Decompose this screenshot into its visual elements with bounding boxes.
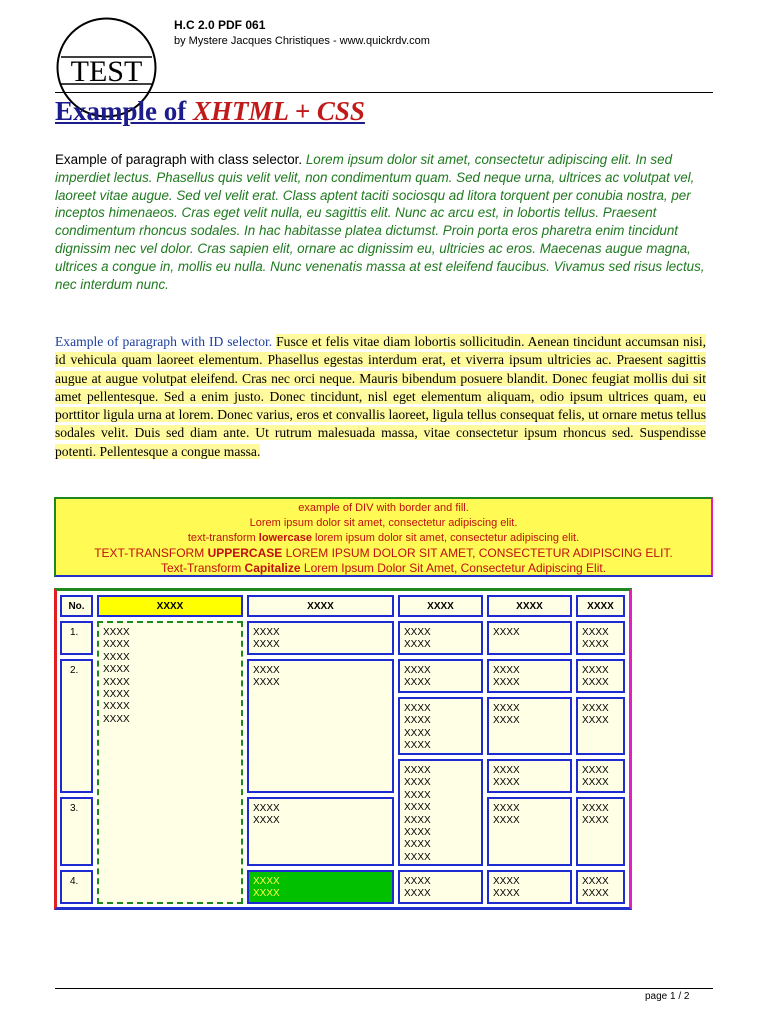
table-cell: XXXX XXXX [576, 621, 625, 655]
table-cell: XXXX XXXX XXXX XXXX [398, 697, 483, 755]
fill-div-line-3-pre: text-transform [187, 532, 259, 544]
table-cell: XXXX XXXX [487, 697, 572, 755]
fill-div-line-3-post: lorem ipsum dolor sit amet, consectetur adipiscing elit. [311, 532, 580, 544]
test-logo-text: TEST [70, 55, 143, 88]
class-paragraph-body: Lorem ipsum dolor sit amet, consectetur adipiscing elit. In sed imperdiet lectus. Phasellus quis velit velit, non condimentum quam. Sed neque urna, ultrices ac volutpat vel, laoreet vitae augue. Sed vel velit erat. Class aptent taciti sociosqu ad litora torquent per conubia nostra, per inceptos himenaeos. Cras eget velit nulla, eu sagittis elit. Nunc ac arcu est, in lobortis tellus. Praesent condimentum rhoncus sodales. In hac habitasse platea dictumst. Proin porta eros pharetra enim tincidunt dignissim nec vel dolor. Cras sapien elit, ornare ac dignissim eu, ultricies ac eros. Maecenas augue magna, ultrices a congue in, mollis eu nulla. Nunc venenatis massa at est eleifend faucibus. Vivamus sed risus lectus, nec interdum nunc. [55, 152, 705, 292]
page-title-prefix: Example of [55, 96, 193, 126]
row-number-1: 1. [60, 621, 93, 655]
row-number-2: 2. [60, 659, 93, 793]
table-cell: XXXX [487, 621, 572, 655]
class-paragraph-lead: Example of paragraph with class selector. [55, 152, 306, 167]
fill-div-line-2: Lorem ipsum dolor sit amet, consectetur adipiscing elit. [249, 517, 518, 529]
green-fill-cell: XXXX XXXX [247, 870, 394, 904]
page-number: page 1 / 2 [645, 991, 690, 1002]
table-header-col5: XXXX [576, 595, 625, 617]
fill-div-line-4-post: LOREM IPSUM DOLOR SIT AMET, CONSECTETUR ADIPISCING ELIT. [282, 546, 673, 560]
table-header-col1: XXXX [97, 595, 243, 617]
table-cell: XXXX XXXX [487, 759, 572, 793]
table-header-no: No. [60, 595, 93, 617]
table-header-col3: XXXX [398, 595, 483, 617]
fill-div-line-4 [56, 546, 711, 561]
table-cell: XXXX XXXX XXXX XXXX XXXX XXXX XXXX XXXX [398, 759, 483, 866]
fill-div-line-5-post: Lorem Ipsum Dolor Sit Amet, Consectetur Adipiscing Elit. [300, 561, 607, 575]
fill-div-line-3 [56, 531, 711, 546]
table-cell: XXXX XXXX [398, 870, 483, 904]
table-cell: XXXX XXXX [247, 659, 394, 793]
header-byline: by Mystere Jacques Christiques - www.quickrdv.com [174, 35, 430, 47]
table-header-col4: XXXX [487, 595, 572, 617]
page-title-accent: XHTML + CSS [193, 96, 365, 126]
merged-dashed-cell: XXXX XXXX XXXX XXXX XXXX XXXX XXXX XXXX [97, 621, 243, 904]
table-cell: XXXX XXXX [576, 759, 625, 793]
fill-div-line-1: example of DIV with border and fill. [298, 502, 469, 514]
fill-div-line-4-pre: TEXT-TRANSFORM [94, 546, 208, 560]
table-cell: XXXX XXXX [247, 621, 394, 655]
fill-div-line-3-bold: lowercase [258, 532, 312, 544]
id-paragraph-lead: Example of paragraph with ID selector. [55, 334, 277, 349]
id-selector-paragraph [55, 333, 706, 461]
table-cell: XXXX XXXX [398, 659, 483, 693]
header-title: H.C 2.0 PDF 061 [174, 18, 266, 32]
table-cell: XXXX XXXX [487, 870, 572, 904]
bordered-fill-div [54, 497, 713, 577]
class-selector-paragraph [55, 151, 715, 293]
footer-divider [55, 988, 713, 989]
table-cell: XXXX XXXX [487, 797, 572, 866]
fill-div-line-5 [56, 561, 711, 576]
header-divider [55, 92, 713, 93]
table-cell: XXXX XXXX [247, 797, 394, 866]
page-title [55, 96, 365, 127]
table-header-col2: XXXX [247, 595, 394, 617]
table-cell: XXXX XXXX [398, 621, 483, 655]
table-cell: XXXX XXXX [576, 797, 625, 866]
table-cell: XXXX XXXX [487, 659, 572, 693]
fill-div-line-5-pre: Text-Transform [160, 561, 245, 575]
row-number-3: 3. [60, 797, 93, 866]
row-number-4: 4. [60, 870, 93, 904]
id-paragraph-body: Fusce et felis vitae diam lobortis sollicitudin. Aenean tincidunt accumsan nisi, id vehicula quam laoreet elementum. Phasellus egestas interdum erat, et viverra ipsum ultricies ac. Praesent sagittis augue at augue volutpat eleifend. Cras nec orci neque. Mauris bibendum posuere blandit. Donec feugiat mollis dui sit amet pellentesque. Sed a enim justo. Donec tincidunt, nisl eget elementum aliquam, odio ipsum ultrices quam, eu porttitor ligula urna at lorem. Donec varius, eros et convallis laoreet, ligula tellus consequat felis, ut ornare metus tellus sodales velit. Duis sed diam ante. Ut rutrum malesuada massa, vitae consectetur ipsum rhoncus sed. Suspendisse potenti. Pellentesque a congue massa. [55, 334, 706, 459]
fill-div-line-4-bold: UPPERCASE [207, 546, 283, 560]
fill-div-line-5-bold: Capitalize [244, 561, 301, 575]
table-cell: XXXX XXXX [576, 870, 625, 904]
table-cell: XXXX XXXX [576, 659, 625, 693]
table-cell: XXXX XXXX [576, 697, 625, 755]
